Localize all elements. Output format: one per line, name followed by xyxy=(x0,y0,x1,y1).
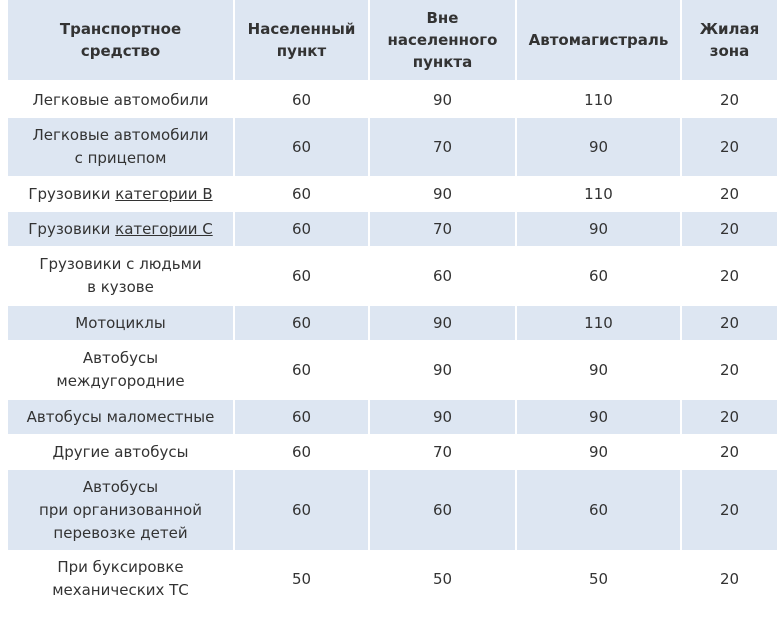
header-settlement: Населенный пункт xyxy=(234,0,369,81)
value-cell: 90 xyxy=(369,340,516,400)
value-cell: 70 xyxy=(369,212,516,246)
value-cell: 60 xyxy=(234,176,369,212)
value-cell: 110 xyxy=(516,81,681,118)
value-cell: 60 xyxy=(234,246,369,306)
vehicle-cell: Грузовики с людьми в кузове xyxy=(7,246,234,306)
value-cell: 70 xyxy=(369,118,516,176)
value-cell: 20 xyxy=(681,434,778,470)
value-cell: 60 xyxy=(234,340,369,400)
value-cell: 70 xyxy=(369,434,516,470)
vehicle-cell: Автобусы междугородние xyxy=(7,340,234,400)
table-row xyxy=(7,306,778,340)
value-cell: 20 xyxy=(681,340,778,400)
value-cell: 50 xyxy=(234,550,369,608)
vehicle-cell: Другие автобусы xyxy=(7,434,234,470)
value-cell: 20 xyxy=(681,470,778,550)
vehicle-cell: Легковые автомобили xyxy=(7,81,234,118)
value-cell: 20 xyxy=(681,212,778,246)
header-highway: Автомагистраль xyxy=(516,0,681,81)
value-cell: 60 xyxy=(234,306,369,340)
vehicle-cell: Автобусы маломестные xyxy=(7,400,234,434)
value-cell: 50 xyxy=(369,550,516,608)
vehicle-cell: Мотоциклы xyxy=(7,306,234,340)
header-residential-zone: Жилая зона xyxy=(681,0,778,81)
header-vehicle: Транспортное средство xyxy=(7,0,234,81)
value-cell: 20 xyxy=(681,246,778,306)
value-cell: 60 xyxy=(234,212,369,246)
value-cell: 20 xyxy=(681,81,778,118)
speed-limits-table xyxy=(6,0,779,608)
value-cell: 90 xyxy=(369,400,516,434)
vehicle-cell: При буксировке механических ТС xyxy=(7,550,234,608)
table-row xyxy=(7,246,778,306)
value-cell: 90 xyxy=(516,212,681,246)
table-row xyxy=(7,550,778,608)
value-cell: 90 xyxy=(516,434,681,470)
table-header-row xyxy=(7,0,778,81)
value-cell: 90 xyxy=(516,118,681,176)
table-row xyxy=(7,118,778,176)
value-cell: 90 xyxy=(516,400,681,434)
vehicle-cell: Автобусы при организованной перевозке детей xyxy=(7,470,234,550)
table-row xyxy=(7,470,778,550)
value-cell: 60 xyxy=(516,246,681,306)
value-cell: 90 xyxy=(369,176,516,212)
table-row xyxy=(7,81,778,118)
value-cell: 50 xyxy=(516,550,681,608)
value-cell: 90 xyxy=(369,81,516,118)
category-c-link[interactable]: категории C xyxy=(115,219,213,238)
value-cell: 90 xyxy=(369,306,516,340)
vehicle-cell: Грузовики категории B xyxy=(7,176,234,212)
value-cell: 60 xyxy=(234,118,369,176)
value-cell: 20 xyxy=(681,400,778,434)
value-cell: 20 xyxy=(681,306,778,340)
value-cell: 90 xyxy=(516,340,681,400)
value-cell: 60 xyxy=(234,400,369,434)
category-b-link[interactable]: категории B xyxy=(115,184,213,203)
value-cell: 20 xyxy=(681,118,778,176)
table-row xyxy=(7,340,778,400)
vehicle-cell: Легковые автомобили с прицепом xyxy=(7,118,234,176)
value-cell: 60 xyxy=(369,246,516,306)
value-cell: 20 xyxy=(681,176,778,212)
value-cell: 60 xyxy=(234,434,369,470)
value-cell: 110 xyxy=(516,176,681,212)
header-outside-settlement: Вне населенного пункта xyxy=(369,0,516,81)
table-row xyxy=(7,176,778,212)
value-cell: 60 xyxy=(234,81,369,118)
table-row xyxy=(7,212,778,246)
table-row xyxy=(7,400,778,434)
vehicle-cell: Грузовики категории C xyxy=(7,212,234,246)
value-cell: 60 xyxy=(369,470,516,550)
value-cell: 20 xyxy=(681,550,778,608)
value-cell: 60 xyxy=(516,470,681,550)
table-row xyxy=(7,434,778,470)
value-cell: 60 xyxy=(234,470,369,550)
value-cell: 110 xyxy=(516,306,681,340)
